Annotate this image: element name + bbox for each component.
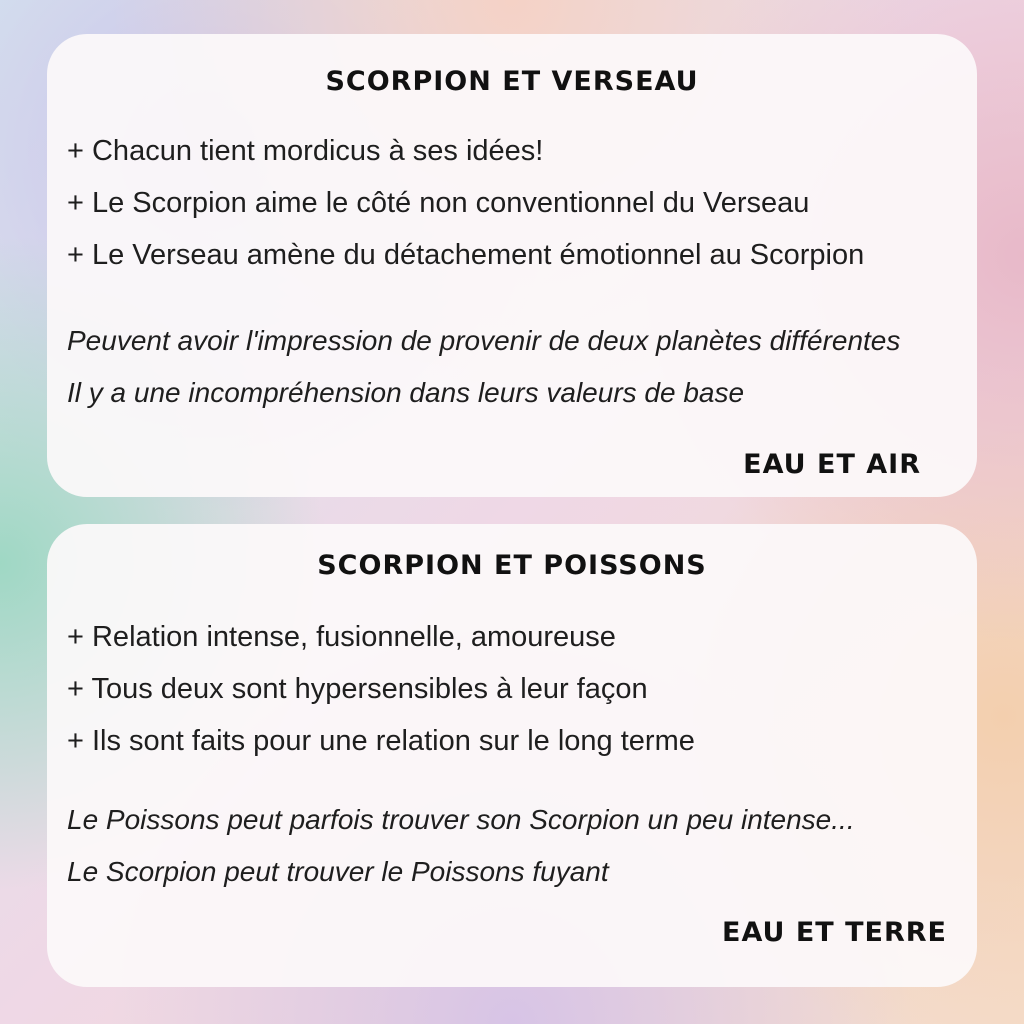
challenge-item: Peuvent avoir l'impression de provenir de deux planètes différentes (67, 325, 901, 356)
challenge-item: Le Scorpion peut trouver le Poissons fuyant (67, 856, 609, 887)
challenge-item: Le Poissons peut parfois trouver son Scorpion un peu intense... (67, 804, 855, 835)
compatibility-card-scorpion-poissons (47, 524, 977, 987)
challenge-item: Il y a une incompréhension dans leurs valeurs de base (67, 377, 745, 408)
strength-item: + Ils sont faits pour une relation sur le long terme (67, 725, 695, 757)
compatibility-card-scorpion-verseau (47, 34, 977, 497)
card-title: SCORPION ET POISSONS (317, 550, 707, 581)
strength-item: + Tous deux sont hypersensibles à leur façon (67, 673, 648, 705)
card-title: SCORPION ET VERSEAU (325, 66, 699, 97)
element-pairing-label: EAU ET TERRE (722, 917, 947, 948)
challenges-list (67, 315, 900, 419)
strengths-list (67, 611, 695, 767)
strength-item: + Chacun tient mordicus à ses idées! (67, 135, 544, 167)
strengths-list (67, 125, 864, 281)
element-pairing-label: EAU ET AIR (743, 449, 921, 480)
strength-item: + Relation intense, fusionnelle, amoureuse (67, 621, 616, 653)
challenges-list (67, 794, 855, 898)
strength-item: + Le Verseau amène du détachement émotionnel au Scorpion (67, 239, 865, 271)
strength-item: + Le Scorpion aime le côté non conventionnel du Verseau (67, 187, 810, 219)
